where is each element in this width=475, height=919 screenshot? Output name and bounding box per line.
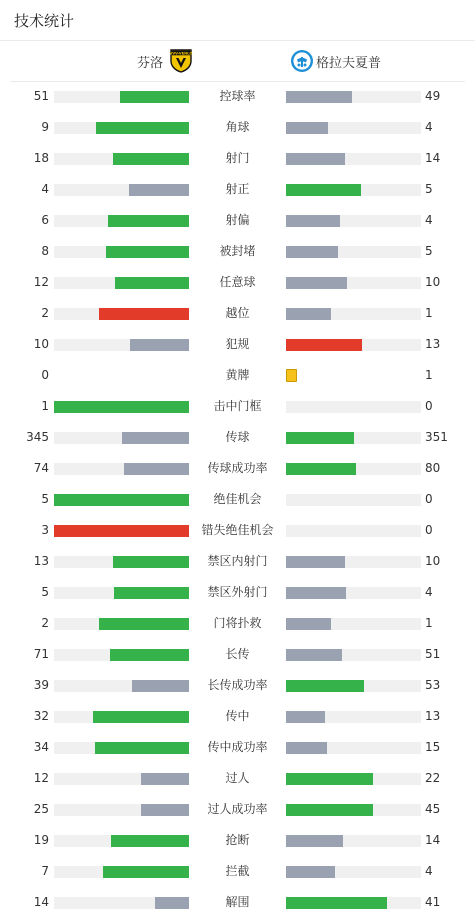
- home-team-name: 芬洛: [137, 55, 164, 71]
- home-value: 9: [41, 120, 49, 134]
- stat-label: 射门: [225, 151, 250, 165]
- home-value: 14: [33, 895, 49, 909]
- away-bar-track: [286, 432, 421, 444]
- away-value: 4: [425, 120, 433, 134]
- de-graafschap-crest-icon: [290, 49, 314, 73]
- away-value: 1: [425, 306, 433, 320]
- home-bar-track: [54, 680, 189, 692]
- away-bar-track: [286, 556, 421, 568]
- stat-row: [0, 826, 475, 857]
- home-bar-track: [54, 401, 189, 413]
- stats-list: [0, 82, 475, 919]
- home-team[interactable]: [137, 49, 193, 73]
- away-value: 41: [425, 895, 441, 909]
- stat-row: [0, 671, 475, 702]
- page-title: 技术统计: [14, 12, 75, 30]
- stat-label: 过人: [225, 771, 250, 785]
- home-value: 1: [41, 399, 49, 413]
- away-bar-track: [286, 866, 421, 878]
- away-value: 5: [425, 244, 433, 258]
- home-bar-track: [54, 122, 189, 134]
- away-bar-fill: [286, 463, 356, 475]
- away-bar-track: [286, 835, 421, 847]
- stat-row: [0, 175, 475, 206]
- stat-row: [0, 113, 475, 144]
- away-bar-fill: [286, 711, 325, 723]
- away-bar-fill: [286, 122, 328, 134]
- home-bar-track: [54, 649, 189, 661]
- home-bar-fill: [130, 339, 189, 351]
- stat-row: [0, 888, 475, 919]
- home-value: 10: [33, 337, 49, 351]
- home-value: 5: [41, 492, 49, 506]
- home-bar-track: [54, 432, 189, 444]
- home-value: 13: [33, 554, 49, 568]
- away-bar-track: [286, 246, 421, 258]
- home-bar-fill: [54, 494, 189, 506]
- stat-label: 任意球: [219, 275, 256, 289]
- home-value: 32: [33, 709, 49, 723]
- away-value: 1: [425, 616, 433, 630]
- away-value: 53: [425, 678, 441, 692]
- away-value: 80: [425, 461, 441, 475]
- away-value: 49: [425, 89, 441, 103]
- home-bar-fill: [141, 773, 189, 785]
- stat-label: 长传成功率: [207, 678, 268, 692]
- home-bar-track: [54, 339, 189, 351]
- stat-row: [0, 640, 475, 671]
- away-value: 15: [425, 740, 441, 754]
- stat-label: 角球: [225, 120, 250, 134]
- stat-label: 越位: [225, 306, 250, 320]
- home-value: 3: [41, 523, 49, 537]
- home-bar-track: [54, 618, 189, 630]
- away-value: 0: [425, 399, 433, 413]
- away-bar-track: [286, 742, 421, 754]
- home-value: 12: [33, 771, 49, 785]
- away-value: 0: [425, 523, 433, 537]
- stat-row: [0, 578, 475, 609]
- home-bar-fill: [114, 587, 189, 599]
- away-value: 22: [425, 771, 441, 785]
- home-bar-track: [54, 91, 189, 103]
- home-crest-text: VVV-VENLO: [169, 51, 193, 56]
- home-bar-fill: [110, 649, 189, 661]
- home-value: 7: [41, 864, 49, 878]
- home-value: 71: [33, 647, 49, 661]
- home-value: 4: [41, 182, 49, 196]
- home-bar-fill: [124, 463, 189, 475]
- away-bar-fill: [286, 153, 345, 165]
- home-value: 5: [41, 585, 49, 599]
- away-value: 10: [425, 275, 441, 289]
- home-bar-track: [54, 804, 189, 816]
- stat-label: 解围: [225, 895, 250, 909]
- away-value: 0: [425, 492, 433, 506]
- stat-label: 射偏: [225, 213, 250, 227]
- away-bar-fill: [286, 897, 387, 909]
- away-bar-track: [286, 277, 421, 289]
- home-value: 39: [33, 678, 49, 692]
- home-bar-fill: [108, 215, 189, 227]
- stat-row: [0, 733, 475, 764]
- stat-label: 犯规: [225, 337, 250, 351]
- home-bar-fill: [132, 680, 189, 692]
- stat-label: 禁区内射门: [207, 554, 268, 568]
- home-bar-fill: [106, 246, 189, 258]
- away-bar-fill: [286, 91, 352, 103]
- away-bar-fill: [286, 773, 373, 785]
- stat-row: [0, 857, 475, 888]
- vvv-venlo-crest-icon: [169, 49, 193, 73]
- stat-label: 射正: [225, 182, 250, 196]
- away-bar-fill: [286, 618, 331, 630]
- home-value: 51: [33, 89, 49, 103]
- home-bar-track: [54, 773, 189, 785]
- stat-label: 传中: [225, 709, 250, 723]
- away-bar-track: [286, 525, 421, 537]
- home-bar-fill: [93, 711, 189, 723]
- home-bar-track: [54, 215, 189, 227]
- away-bar-track: [286, 587, 421, 599]
- stat-label: 传中成功率: [207, 740, 268, 754]
- away-bar-fill: [286, 277, 347, 289]
- home-bar-fill: [111, 835, 189, 847]
- title-bar: [0, 0, 475, 41]
- away-bar-fill: [286, 742, 327, 754]
- home-bar-track: [54, 184, 189, 196]
- home-bar-fill: [54, 401, 189, 413]
- home-value: 6: [41, 213, 49, 227]
- away-bar-track: [286, 649, 421, 661]
- home-bar-track: [54, 556, 189, 568]
- home-bar-fill: [113, 153, 189, 165]
- home-bar-track: [54, 525, 189, 537]
- stat-row: [0, 547, 475, 578]
- stat-label: 拦截: [225, 864, 250, 878]
- home-bar-fill: [141, 804, 189, 816]
- home-value: 2: [41, 306, 49, 320]
- away-value: 5: [425, 182, 433, 196]
- home-bar-fill: [129, 184, 189, 196]
- stat-label: 错失绝佳机会: [201, 523, 274, 537]
- stat-row: [0, 516, 475, 547]
- away-team[interactable]: [290, 49, 381, 73]
- away-bar-fill: [286, 649, 342, 661]
- away-bar-track: [286, 680, 421, 692]
- away-bar-track: [286, 184, 421, 196]
- home-bar-fill: [54, 525, 189, 537]
- stat-row: [0, 299, 475, 330]
- home-bar-fill: [155, 897, 189, 909]
- stat-label: 传球成功率: [207, 461, 268, 475]
- away-value: 4: [425, 213, 433, 227]
- away-bar-track: [286, 401, 421, 413]
- home-value: 12: [33, 275, 49, 289]
- away-bar-track: [286, 215, 421, 227]
- stat-label: 被封堵: [219, 244, 256, 258]
- away-bar-track: [286, 804, 421, 816]
- away-bar-track: [286, 494, 421, 506]
- stat-row: [0, 144, 475, 175]
- away-bar-fill: [286, 680, 364, 692]
- stat-row: [0, 206, 475, 237]
- home-bar-track: [54, 742, 189, 754]
- away-value: 10: [425, 554, 441, 568]
- home-value: 25: [33, 802, 49, 816]
- stat-row: [0, 423, 475, 454]
- stat-row: [0, 237, 475, 268]
- away-bar-track: [286, 618, 421, 630]
- stat-row: [0, 795, 475, 826]
- away-bar-fill: [286, 339, 362, 351]
- home-bar-fill: [113, 556, 189, 568]
- home-value: 2: [41, 616, 49, 630]
- home-value: 19: [33, 833, 49, 847]
- home-value: 345: [26, 430, 49, 444]
- home-bar-fill: [103, 866, 189, 878]
- home-value: 34: [33, 740, 49, 754]
- home-bar-fill: [115, 277, 189, 289]
- away-bar-fill: [286, 587, 346, 599]
- away-bar-fill: [286, 246, 338, 258]
- away-bar-track: [286, 339, 421, 351]
- away-value: 51: [425, 647, 441, 661]
- away-bar-fill: [286, 215, 340, 227]
- home-bar-track: [54, 153, 189, 165]
- away-bar-track: [286, 463, 421, 475]
- home-bar-fill: [95, 742, 189, 754]
- home-bar-track: [54, 308, 189, 320]
- stat-label: 黄牌: [225, 368, 250, 382]
- away-value: 4: [425, 864, 433, 878]
- yellow-card-icon: [286, 369, 297, 382]
- home-bar-track: [54, 587, 189, 599]
- stat-row: [0, 702, 475, 733]
- away-bar-track: [286, 153, 421, 165]
- stat-label: 击中门框: [213, 399, 262, 413]
- stat-row: [0, 485, 475, 516]
- stat-label: 长传: [225, 647, 250, 661]
- home-bar-fill: [96, 122, 189, 134]
- stat-row: [0, 609, 475, 640]
- home-bar-track: [54, 246, 189, 258]
- home-bar-track: [54, 897, 189, 909]
- away-bar-fill: [286, 432, 354, 444]
- stat-label: 抢断: [225, 833, 250, 847]
- away-value: 14: [425, 833, 441, 847]
- home-bar-track: [54, 835, 189, 847]
- stat-label: 禁区外射门: [207, 585, 268, 599]
- stat-row: [0, 764, 475, 795]
- away-value: 4: [425, 585, 433, 599]
- home-bar-track: [54, 711, 189, 723]
- teams-header: [0, 41, 475, 82]
- home-bar-fill: [99, 618, 189, 630]
- away-value: 351: [425, 430, 448, 444]
- home-bar-track: [54, 463, 189, 475]
- away-bar-fill: [286, 556, 345, 568]
- stat-row: [0, 330, 475, 361]
- away-value: 14: [425, 151, 441, 165]
- away-bar-track: [286, 91, 421, 103]
- away-value: 1: [425, 368, 433, 382]
- stat-label: 控球率: [219, 89, 256, 103]
- home-bar-track: [54, 866, 189, 878]
- away-bar-fill: [286, 184, 361, 196]
- stat-row: [0, 454, 475, 485]
- home-bar-fill: [122, 432, 189, 444]
- away-bar-track: [286, 897, 421, 909]
- stat-row: [0, 82, 475, 113]
- stat-label: 过人成功率: [207, 802, 268, 816]
- away-value: 45: [425, 802, 441, 816]
- home-value: 0: [41, 368, 49, 382]
- home-value: 8: [41, 244, 49, 258]
- away-bar-fill: [286, 866, 335, 878]
- away-bar-track: [286, 122, 421, 134]
- home-bar-fill: [99, 308, 189, 320]
- away-team-name: 格拉夫夏普: [316, 55, 382, 71]
- stat-label: 绝佳机会: [213, 492, 262, 506]
- stat-row: [0, 268, 475, 299]
- home-value: 74: [33, 461, 49, 475]
- stat-label: 传球: [225, 430, 250, 444]
- away-bar-fill: [286, 835, 343, 847]
- away-value: 13: [425, 709, 441, 723]
- home-bar-track: [54, 277, 189, 289]
- away-bar-fill: [286, 308, 331, 320]
- away-bar-track: [286, 711, 421, 723]
- home-bar-track: [54, 494, 189, 506]
- away-bar-track: [286, 308, 421, 320]
- home-value: 18: [33, 151, 49, 165]
- stat-row: [0, 392, 475, 423]
- away-value: 13: [425, 337, 441, 351]
- stat-label: 门将扑救: [213, 616, 262, 630]
- away-bar-track: [286, 773, 421, 785]
- away-bar-fill: [286, 804, 373, 816]
- stat-row: [0, 361, 475, 392]
- home-bar-fill: [120, 91, 189, 103]
